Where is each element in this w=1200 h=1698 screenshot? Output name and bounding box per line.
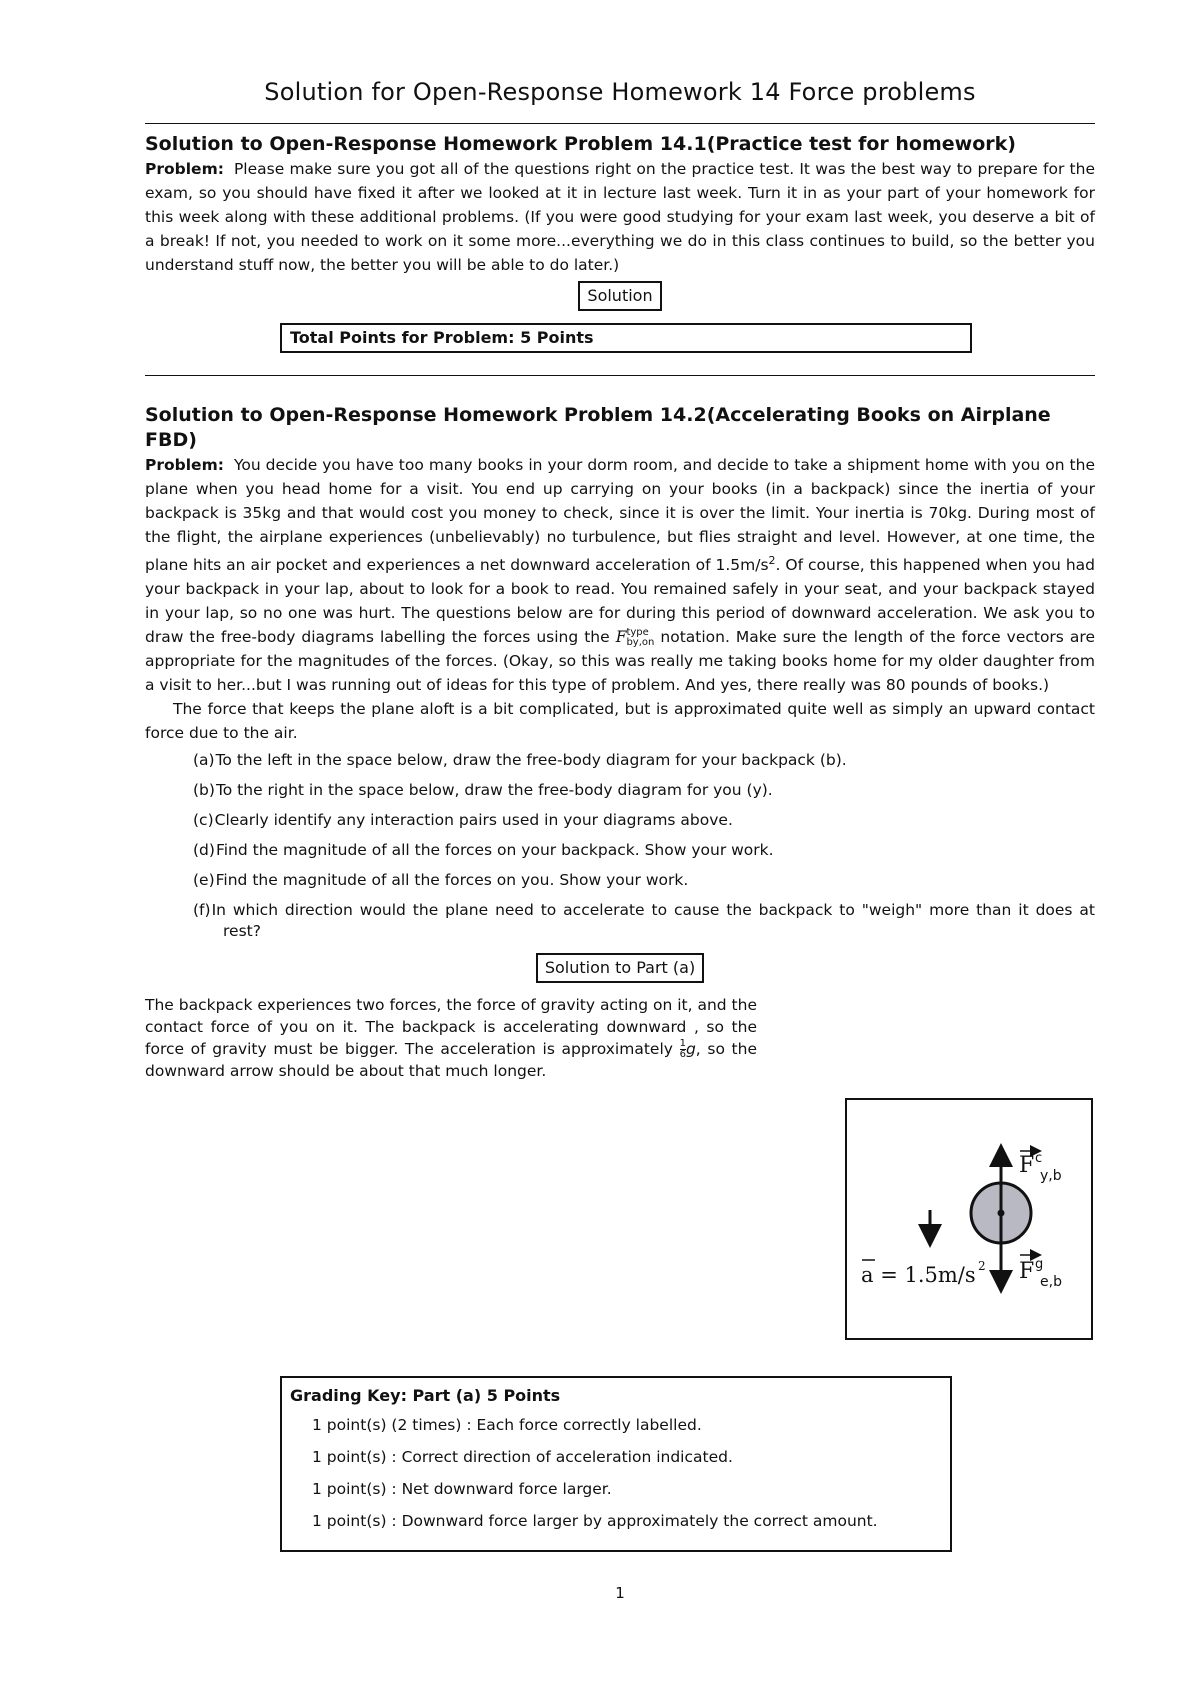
part-tag: (f) — [193, 901, 211, 919]
problem-text-part3: notation. Make sure the length of the force vectors are appropriate for the magnitudes of the forces. (Okay, so this was really me taking books home for my older daughter from a visit to her...but I was running out of ideas for this type of problem. And yes, there really was 80 pounds of books.) — [145, 628, 1095, 695]
force-notation-type: type — [626, 627, 649, 639]
problem-14-1-section — [145, 132, 1095, 277]
solution-a-text-part2: , so the downward arrow should be about that much longer. — [145, 1040, 757, 1080]
section-divider — [145, 123, 1095, 124]
solution-a-text-part1: The backpack experiences two forces, the force of gravity acting on it, and the contact force of you on it. The backpack is accelerating downward , so the force of gravity must be bigger. The acceleration is approximately — [145, 996, 757, 1058]
part-tag: (c) — [193, 811, 214, 829]
part-tag: (b) — [193, 781, 215, 799]
fraction-denominator: 6 — [679, 1049, 686, 1060]
problem-text-part2: . Of course, this happened when you had your backpack in your lap, about to look for a book to read. You remained safely in your seat, and your backpack stayed in your lap, so no one was hurt. The questions below are for during this period of downward acceleration. We ask you to draw the free-body diagrams labelling the forces using the — [145, 556, 1095, 647]
problem-14-2-heading: Solution to Open-Response Homework Problem 14.2(Accelerating Books on Airplane FBD) — [145, 404, 1051, 451]
part-tag: (d) — [193, 841, 215, 859]
part-text: To the right in the space below, draw the free-body diagram for you (y). — [215, 781, 773, 799]
problem-label: Problem: — [145, 456, 224, 474]
part-item — [193, 840, 1095, 861]
upper-force-label: F — [1019, 1153, 1035, 1178]
solution-label-wrap — [145, 281, 1095, 311]
part-item — [193, 810, 1095, 831]
force-notation-indices — [626, 628, 654, 648]
lower-force-sub: e,b — [1040, 1274, 1062, 1290]
solution-a-text — [145, 994, 757, 1082]
problem-14-1-statement — [145, 157, 1095, 277]
superscript-2: 2 — [768, 554, 776, 567]
force-notation — [615, 627, 655, 649]
solution-label-box: Solution — [578, 281, 661, 311]
problem-14-2-section — [145, 403, 1095, 745]
parts-list — [145, 750, 1095, 942]
parts-list-wrap — [145, 750, 1095, 951]
grading-item: 1 point(s) : Correct direction of acceleration indicated. — [312, 1448, 733, 1466]
part-tag: (e) — [193, 871, 215, 889]
acceleration-sup: 2 — [978, 1259, 986, 1273]
fraction-numerator: 1 — [679, 1038, 686, 1049]
page-number: 1 — [615, 1584, 625, 1602]
part-tag: (a) — [193, 751, 215, 769]
part-text: Find the magnitude of all the forces on you. Show your work. — [215, 871, 689, 889]
lower-force-sup: g — [1035, 1257, 1044, 1272]
part-text: To the left in the space below, draw the free-body diagram for your backpack (b). — [215, 751, 847, 769]
free-body-diagram-box — [845, 1098, 1093, 1340]
acceleration-label: a = 1.5m/s — [861, 1263, 976, 1287]
upper-force-sup: c — [1035, 1151, 1043, 1166]
solution-a-label-wrap — [145, 953, 1095, 983]
problem-14-1-heading: Solution to Open-Response Homework Problem 14.1(Practice test for homework) — [145, 133, 1016, 155]
problem-14-2-statement — [145, 453, 1095, 697]
upper-force-sub: y,b — [1040, 1168, 1062, 1184]
problem-label: Problem: — [145, 160, 224, 178]
grading-key-heading: Grading Key: Part (a) 5 Points — [290, 1386, 561, 1405]
part-text: In which direction would the plane need to accelerate to cause the backpack to "weigh" more than it does at rest? — [211, 901, 1095, 940]
part-text: Find the magnitude of all the forces on your backpack. Show your work. — [215, 841, 774, 859]
part-item — [193, 780, 1095, 801]
force-notation-byon: by,on — [626, 637, 655, 649]
grading-item: 1 point(s) (2 times) : Each force correctly labelled. — [312, 1416, 702, 1434]
force-notation-letter: F — [615, 628, 627, 647]
part-item — [193, 870, 1095, 891]
gravity-symbol: g — [685, 1040, 696, 1058]
grading-key-box — [280, 1376, 952, 1552]
part-item — [193, 750, 1095, 771]
grading-item: 1 point(s) : Downward force larger by approximately the correct amount. — [312, 1512, 878, 1530]
document-title: Solution for Open-Response Homework 14 Force problems — [264, 78, 976, 106]
solution-a-text-wrap — [145, 994, 757, 1082]
lower-force-label: F — [1019, 1259, 1035, 1284]
free-body-diagram — [847, 1100, 1091, 1338]
grading-item: 1 point(s) : Net downward force larger. — [312, 1480, 612, 1498]
problem-14-1-text: Please make sure you got all of the questions right on the practice test. It was the best way to prepare for the exam, so you should have fixed it after we looked at it in lecture last week. Turn it in as your part of your homework for this week along with these additional problems. (If you were good studying for your exam last week, you deserve a bit of a break! If not, you needed to work on it some more...everything we do in this class continues to build, so the better you understand stuff now, the better you will be able to do later.) — [145, 160, 1095, 274]
part-item — [193, 900, 1095, 942]
grading-key-items — [290, 1414, 940, 1532]
problem-14-2-paragraph-2: The force that keeps the plane aloft is a bit complicated, but is approximated quite well as simply an upward contact force due to the air. — [145, 700, 1095, 743]
total-points-box: Total Points for Problem: 5 Points — [280, 323, 972, 353]
problem-text-part1: You decide you have too many books in your dorm room, and decide to take a shipment home with you on the plane when you head home for a visit. You end up carrying on your books (in a backpack) since the inertia of your backpack is 35kg and that would cost you money to check, since it is over the limit. Your inertia is 70kg. During most of the flight, the airplane experiences (unbelievably) no turbulence, but flies straight and level. However, at one time, the plane hits an air pocket and experiences a net downward acceleration of 1.5m/s — [145, 456, 1095, 575]
part-text: Clearly identify any interaction pairs used in your diagrams above. — [214, 811, 733, 829]
section-divider — [145, 375, 1095, 376]
solution-part-a-box: Solution to Part (a) — [536, 953, 704, 983]
